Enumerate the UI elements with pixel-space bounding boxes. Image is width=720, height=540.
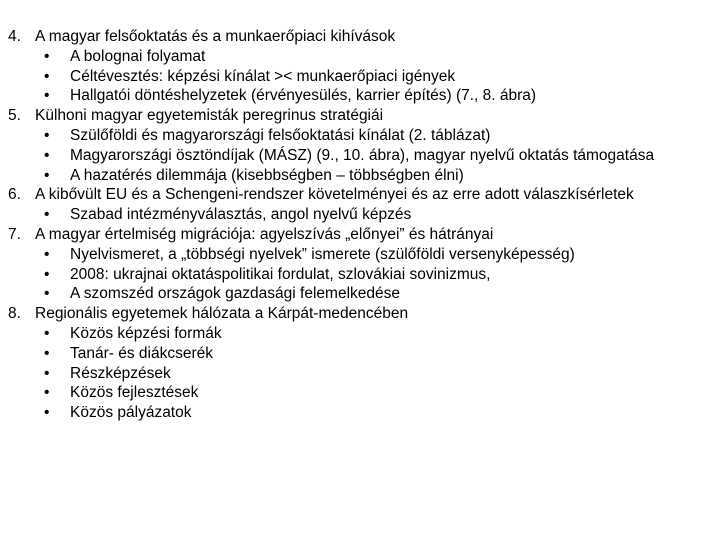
item-heading: Regionális egyetemek hálózata a Kárpát-medencében <box>35 305 409 323</box>
bullet-icon: • <box>44 265 50 283</box>
sub-item-text: Céltévesztés: képzési kínálat >< munkaerőpiaci igények <box>70 67 456 85</box>
item-heading: A magyar értelmiség migrációja: agyelszívás „előnyei” és hátrányai <box>35 225 494 243</box>
bullet-icon: • <box>44 324 50 342</box>
list-item <box>0 265 720 285</box>
outline-item-7 <box>0 225 720 245</box>
item-heading: A magyar felsőoktatás és a munkaerőpiaci kihívások <box>35 28 396 45</box>
bullet-icon: • <box>44 206 50 224</box>
list-item <box>0 205 720 225</box>
list-item <box>0 324 720 344</box>
sub-item-text: Hallgatói döntéshelyzetek (érvényesülés, karrier építés) (7., 8. ábra) <box>70 87 537 105</box>
outline-item-5 <box>0 106 720 126</box>
item-heading: A kibővült EU és a Schengeni-rendszer követelményei és az erre adott válaszkísérletek <box>35 186 634 204</box>
bullet-icon: • <box>44 404 50 422</box>
sub-item-text: 2008: ukrajnai oktatáspolitikai fordulat, szlovákiai sovinizmus, <box>70 265 491 283</box>
item-number: 6. <box>8 186 21 204</box>
sub-item-text: Részképzések <box>70 364 171 382</box>
outline-item-4 <box>0 27 720 47</box>
sub-item-text: A hazatérés dilemmája (kisebbségben – többségben élni) <box>70 166 464 184</box>
sub-item-text: Szülőföldi és magyarországi felsőoktatási kínálat (2. táblázat) <box>70 126 491 144</box>
item-number: 7. <box>8 225 21 243</box>
bullet-icon: • <box>44 245 50 263</box>
list-item <box>0 284 720 304</box>
bullet-icon: • <box>44 146 50 164</box>
sub-item-text: A bolognai folyamat <box>70 47 206 65</box>
list-item <box>0 166 720 186</box>
bullet-icon: • <box>44 166 50 184</box>
item-number: 4. <box>8 28 21 45</box>
sub-item-text: Közös pályázatok <box>70 404 192 422</box>
list-item <box>0 364 720 384</box>
list-item <box>0 146 720 166</box>
outline-item-8 <box>0 304 720 324</box>
bullet-icon: • <box>44 87 50 105</box>
bullet-icon: • <box>44 67 50 85</box>
bullet-icon: • <box>44 344 50 362</box>
item-number: 8. <box>8 305 21 323</box>
bullet-icon: • <box>44 364 50 382</box>
sub-item-text: A szomszéd országok gazdasági felemelkedése <box>70 285 400 303</box>
sub-item-text: Magyarországi ösztöndíjak (MÁSZ) (9., 10. ábra), magyar nyelvű oktatás támogatása <box>70 146 655 164</box>
sub-item-text: Szabad intézményválasztás, angol nyelvű képzés <box>70 206 412 224</box>
list-item <box>0 126 720 146</box>
bullet-icon: • <box>44 126 50 144</box>
numbered-outline <box>0 27 720 423</box>
item-heading: Külhoni magyar egyetemisták peregrinus stratégiái <box>35 107 384 125</box>
bullet-icon: • <box>44 285 50 303</box>
list-item <box>0 383 720 403</box>
list-item <box>0 67 720 87</box>
list-item <box>0 245 720 265</box>
bullet-icon: • <box>44 47 50 65</box>
sub-item-text: Tanár- és diákcserék <box>70 344 214 362</box>
item-number: 5. <box>8 107 21 125</box>
sub-item-text: Közös fejlesztések <box>70 384 199 402</box>
sub-item-text: Közös képzési formák <box>70 324 222 342</box>
sub-item-text: Nyelvismeret, a „többségi nyelvek” ismerete (szülőföldi versenyképesség) <box>70 245 575 263</box>
list-item <box>0 344 720 364</box>
list-item <box>0 47 720 67</box>
list-item <box>0 403 720 423</box>
outline-item-6 <box>0 185 720 205</box>
list-item <box>0 86 720 106</box>
bullet-icon: • <box>44 384 50 402</box>
